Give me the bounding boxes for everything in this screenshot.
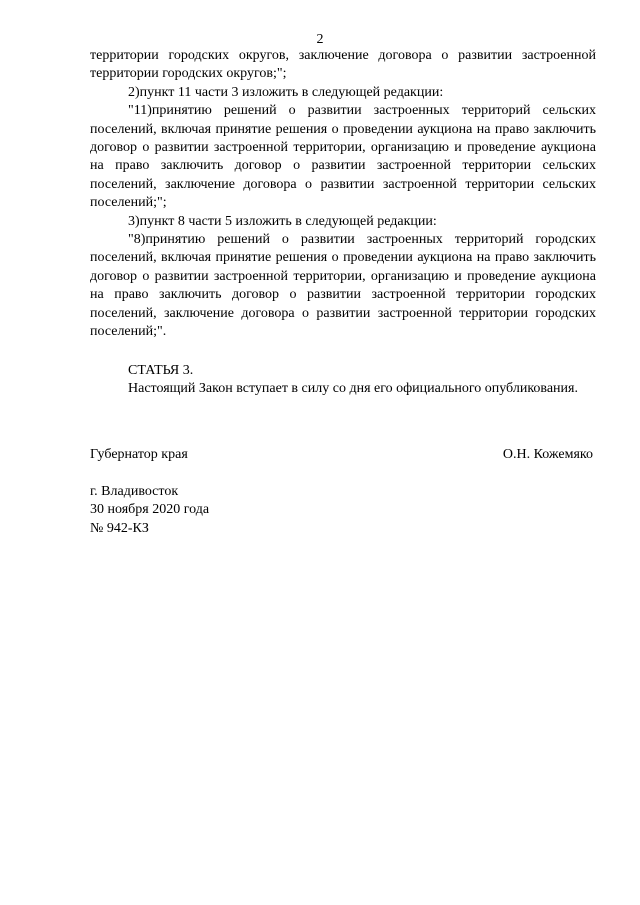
article-text: Настоящий Закон вступает в силу со дня его официального опубликования. [128,380,578,396]
signature-name: О.Н. Кожемяко [502,447,593,462]
signature-position: Губернатор края [90,447,188,462]
paragraph-item-2: 2)пункт 11 части 3 изложить в следующей редакции: [128,84,444,100]
footer-date: 30 ноября 2020 года [90,502,210,518]
footer-city: г. Владивосток [90,484,179,499]
paragraph-continuation: территории городских округов, заключение договора о развитии застроенной территории городских округов;"; [90,48,596,82]
paragraph-item-11-text: "11)принятию решений о развитии застроенных территорий сельских поселений, включая принятие решения о проведении аукциона на право заключить договор о развитии застроенной территории, организацию и проведение аукциона на право заключить договор о развитии застроенной территории сельских поселений, заключение договора о развитии застроенной территории сельских поселений;"; [90,103,596,211]
spacer [90,342,596,362]
paragraph-item-8-text: "8)принятию решений о развитии застроенных территорий городских поселений, включая принятие решения о проведении аукциона на право заключить договор о развитии застроенной территории, организацию и проведение аукциона на право заключить договор о развитии застроенной территории городских поселений, заключение договора о развитии застроенной территории городских поселений;". [90,232,596,340]
signature-block [90,446,593,464]
page-number: 2 [316,32,324,47]
footer-number: № 942-КЗ [90,520,149,536]
paragraph-item-3: 3)пункт 8 части 5 изложить в следующей редакции: [128,213,437,229]
article-title: СТАТЬЯ 3. [128,362,194,378]
document-footer [90,483,209,538]
document-body [90,47,596,398]
